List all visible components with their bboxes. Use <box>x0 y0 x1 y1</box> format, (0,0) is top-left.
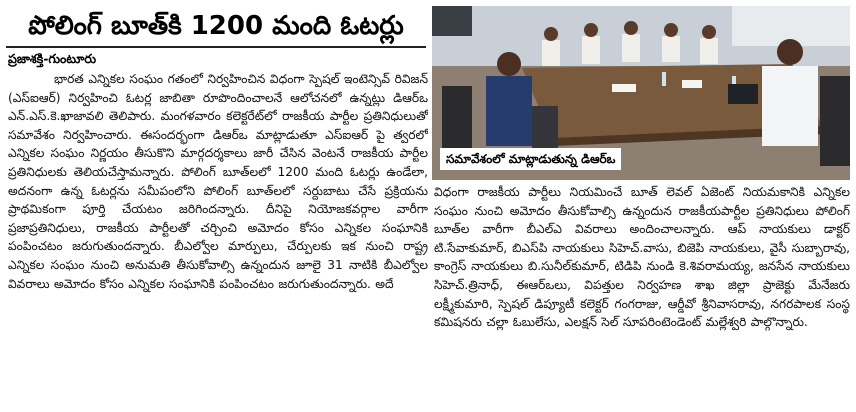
photo-caption: సమావేశంలో మాట్లాడుతున్న డిఆర్‌ఒ <box>440 148 621 170</box>
dateline: ప్రజాశక్తి-గుంటూరు <box>8 51 97 66</box>
paragraph: భారత ఎన్నికల సంఘం గతంలో నిర్వహించిన విధంగా స్పెషల్ ఇంటెన్సివ్ రివిజన్ (ఎస్ఐఆర్) నిర్వహించి ఓటర్ల జాబితా రూపొందించాలనే ఆలోచనలో ఉన్నట్లు డిఆర్‌ఒ ఎన్.ఎస్.కె.ఖాజావలి తెలిపారు. మంగళవారం కలెక్టరేట్‌లో రాజకీయ పార్టీల ప్రతినిధులుతో సమావేశం నిర్వహించారు. ఈసందర్భంగా డిఆర్‌ఒ మాట్లాడుతూ ఎస్ఐఆర్ పై త్వరలో ఎన్నికల సంఘం నిర్ణయం తీసుకొని మార్గదర్శకాలు జారీ చేసిన వెంటనే రాజకీయ పార్టీల ప్రతినిధులకు తెలియచేస్తామన్నారు. పోలింగ్ బూత్‌లలో 1200 మంది ఓటర్లు ఉండేలా, అదనంగా ఉన్న ఓటర్లను సమీపంలోని పోలింగ్ బూత్‌లలో సర్దుబాటు చేసే ప్రక్రియను ప్రాథమికంగా పూర్తి చేయటం జరిగిందన్నారు. దీనిపై నియోజకవర్గాల వారీగా ప్రజాప్రతినిధులు, రాజకీయ పార్టీలతో చర్చించి అమోదం కోసం ఎన్నికల సంఘానికి పంపించటం జరుగుతుందన్నారు. బీఎల్వోల మార్పులు, చేర్పులకు ఇక నుంచి రాష్ట్ర ఎన్నికల సంఘం నుంచి అనుమతి తీసుకోవాల్సి ఉన్నందున జూలై 31 నాటికి బీఎల్వోల వివరాలు అమోదం కోసం ఎన్నికల సంఘానికి పంపించటం జరుగుతుందన్నారు. అదే <box>8 72 428 291</box>
meeting-photo <box>432 6 850 180</box>
headline: పోలింగ్ బూత్‌కి 1200 మంది ఓటర్లు <box>28 11 404 41</box>
paragraph: విధంగా రాజకీయ పార్టీలు నియమించే బూత్ లెవల్ ఏజెంట్ నియమకానికి ఎన్నికల సంఘం నుంచి అమోదం తీసుకోవాల్సి ఉన్నందున రాజకీయపార్టీల ప్రతినిధులు పోలింగ్ బూత్‌ల వారీగా బీఎల్ఎ వివరాలు అందించాలన్నారు. ఆప్ నాయకులు డాక్టర్ టి.సేవాకుమార్, బిఎస్‌పి నాయకులు సిహెచ్.వాసు, బిజెపి నాయకులు, వైసీ సుబ్బారావు, కాంగ్రెస్ నాయకులు బి.సునీల్‌కుమార్, టిడిపి నుండి కె.శివరామయ్య, జనసేన నాయకులు సిహెచ్.త్రినాధ్, ఈఆర్‌ఒలు, విపత్తుల నిర్వహణ శాఖ జిల్లా ప్రాజెక్టు మేనేజరు లక్ష్మీకుమారి, స్పెషల్ డిప్యూటీ కలెక్టర్ గంగరాజు, ఆర్డీవో శ్రీనివాసరావు, నగరపాలక సంస్థ కమిషనరు చల్లా ఓబులేసు, ఎలక్షన్ సెల్ సూపరింటెండెంట్ మల్లేశ్వరి పాల్గొన్నారు. <box>434 185 850 330</box>
article-column-left <box>8 70 428 410</box>
headline-rule <box>6 46 426 48</box>
article-column-right <box>434 183 850 409</box>
